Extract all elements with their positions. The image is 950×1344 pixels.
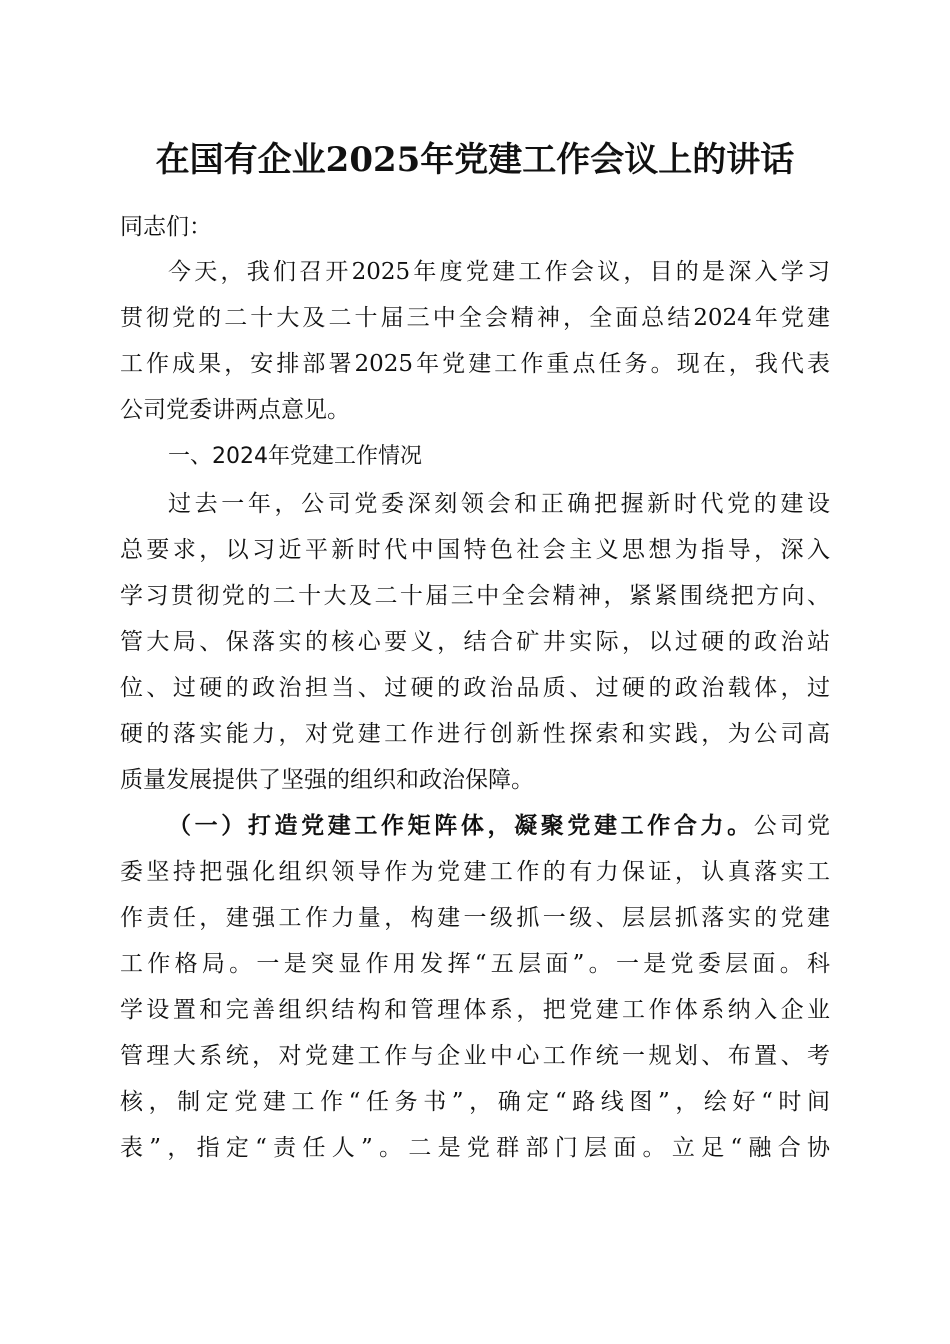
section-line: 质量发展提供了坚强的组织和政治保障。 xyxy=(120,767,534,793)
intro-line: 贯彻党的二十大及二十届三中全会精神，全面总结2024年党建 xyxy=(120,305,830,331)
subsection-lead-rest: 公司党 xyxy=(753,813,830,839)
salutation: 同志们： xyxy=(120,214,212,240)
intro-line: 今天，我们召开2025年度党建工作会议，目的是深入学习 xyxy=(168,259,830,285)
intro-line: 工作成果，安排部署2025年党建工作重点任务。现在，我代表 xyxy=(120,351,830,377)
section-line: 过去一年，公司党委深刻领会和正确把握新时代党的建设 xyxy=(168,491,830,517)
subsection-lead: （一）打造党建工作矩阵体，凝聚党建工作合力。 xyxy=(168,812,754,839)
subsection-line: 核，制定党建工作“任务书”，确定“路线图”，绘好“时间 xyxy=(120,1089,830,1115)
subsection-line: 管理大系统，对党建工作与企业中心工作统一规划、布置、考 xyxy=(120,1043,830,1069)
subsection-line: 作责任，建强工作力量，构建一级抓一级、层层抓落实的党建 xyxy=(120,905,830,931)
subsection-line: 委坚持把强化组织领导作为党建工作的有力保证，认真落实工 xyxy=(120,859,830,885)
section-heading: 一、2024年党建工作情况 xyxy=(168,444,422,469)
section-line: 位、过硬的政治担当、过硬的政治品质、过硬的政治载体，过 xyxy=(120,675,830,701)
subsection-line: 学设置和完善组织结构和管理体系，把党建工作体系纳入企业 xyxy=(120,997,830,1023)
subsection-line: 工作格局。一是突显作用发挥“五层面”。一是党委层面。科 xyxy=(120,951,830,977)
section-line: 硬的落实能力，对党建工作进行创新性探索和实践，为公司高 xyxy=(120,721,830,747)
document-title: 在国有企业2025年党建工作会议上的讲话 xyxy=(155,140,795,180)
subsection-first-line xyxy=(168,811,830,841)
section-line: 总要求，以习近平新时代中国特色社会主义思想为指导，深入 xyxy=(120,537,830,563)
intro-line: 公司党委讲两点意见。 xyxy=(120,397,350,423)
subsection-line: 表”，指定“责任人”。二是党群部门层面。立足“融合协 xyxy=(120,1135,830,1161)
section-line: 学习贯彻党的二十大及二十届三中全会精神，紧紧围绕把方向、 xyxy=(120,583,830,609)
section-line: 管大局、保落实的核心要义，结合矿井实际，以过硬的政治站 xyxy=(120,629,830,655)
